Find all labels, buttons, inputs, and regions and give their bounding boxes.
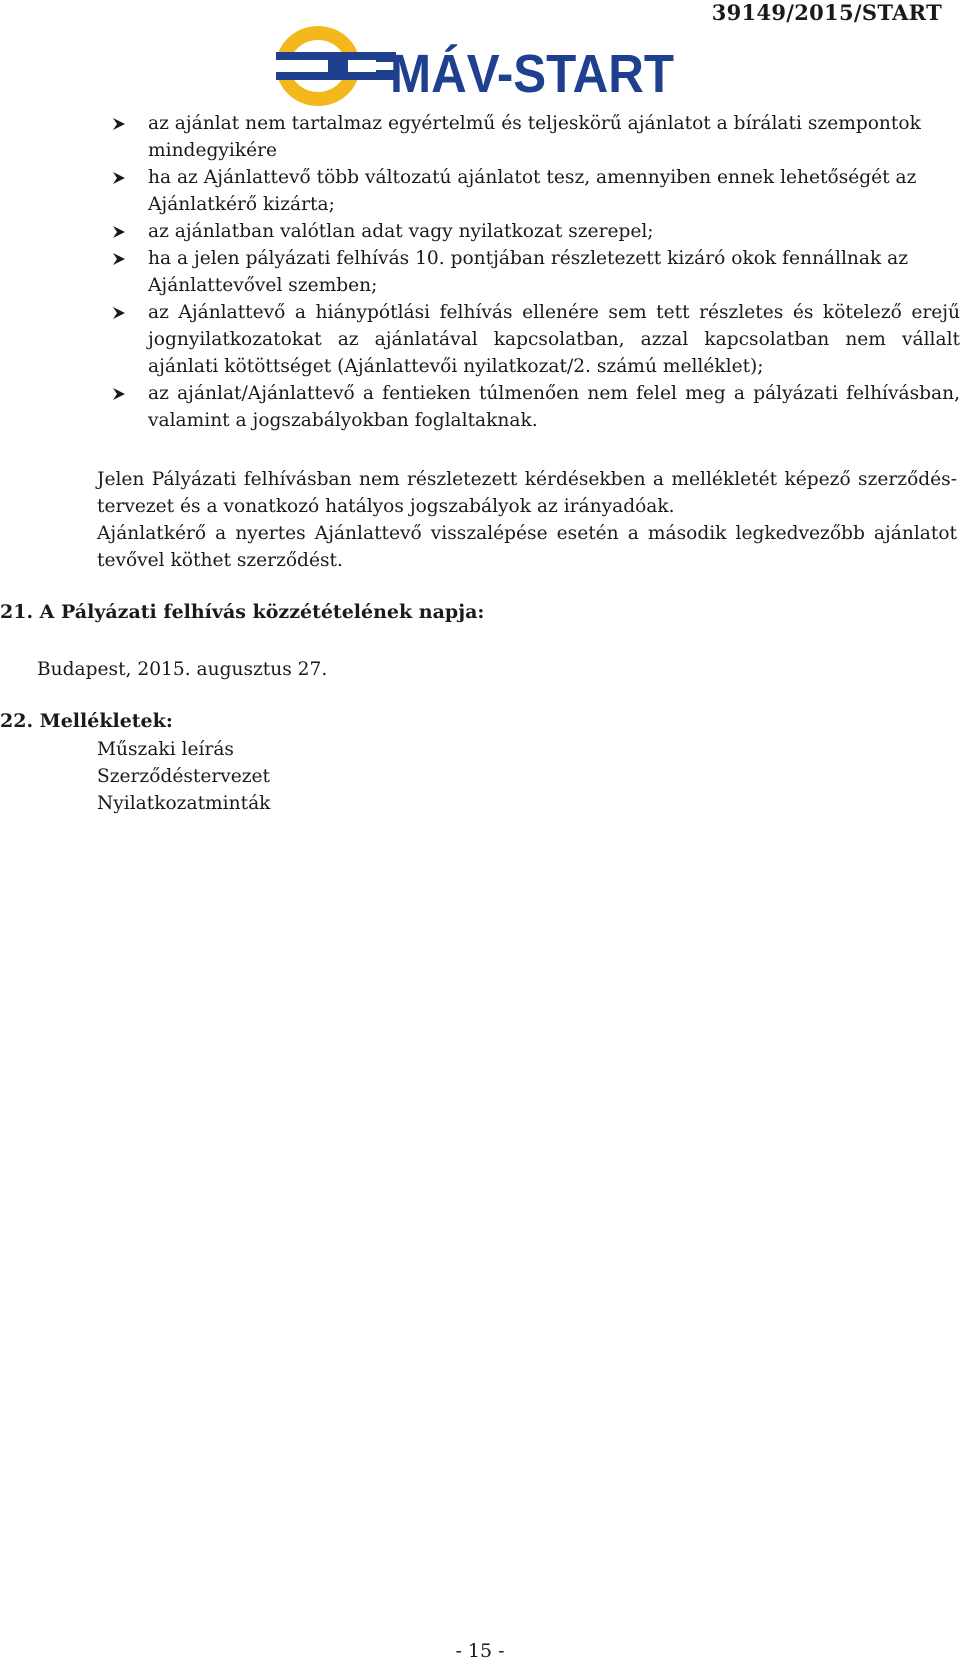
arrow-bullet-icon	[112, 387, 126, 401]
arrow-bullet-icon	[112, 225, 126, 239]
page-number: - 15 -	[455, 1640, 505, 1662]
mav-start-logo	[272, 22, 682, 110]
logo-emblem-icon	[276, 26, 396, 106]
paragraph-second-bidder: Ajánlatkérő a nyertes Ajánlattevő visszalépése esetén a második legkedvezőbb ajánlatot tevővel köthet szerződést.	[97, 523, 957, 571]
attachment-item: Nyilatkozatminták	[97, 793, 271, 814]
logo-text: MÁV-START	[390, 44, 675, 104]
list-item-text: az ajánlat nem tartalmaz egyértelmű és teljeskörű ajánlatot a bírálati szempontok mindegyikére	[148, 113, 921, 161]
attachments-list	[97, 736, 270, 817]
publication-date: Budapest, 2015. augusztus 27.	[37, 659, 328, 680]
list-item	[112, 110, 960, 164]
list-item	[112, 218, 960, 245]
list-item	[112, 245, 960, 299]
exclusion-list	[112, 110, 960, 434]
arrow-bullet-icon	[112, 171, 126, 185]
list-item	[112, 164, 960, 218]
arrow-bullet-icon	[112, 117, 126, 131]
list-item-text: az ajánlat/Ajánlattevő a fentieken túlmenően nem felel meg a pályázati felhívásban, valamint a jogszabályokban foglaltaknak.	[148, 383, 960, 431]
attachment-item: Szerződéstervezet	[97, 766, 271, 787]
document-id: 39149/2015/START	[711, 0, 942, 25]
list-item	[112, 380, 960, 434]
list-item	[112, 299, 960, 380]
list-item-text: az Ajánlattevő a hiánypótlási felhívás ellenére sem tett részletes és kötelező erejű jognyilatkozatokat az ajánlatával kapcsolatban, azzal kapcsolatban nem vállalt ajánlati kötöttséget (Ajánlattevői nyilatkozat/2. számú melléklet);	[148, 302, 960, 377]
attachment-item: Műszaki leírás	[97, 739, 234, 760]
paragraph-governing-law: Jelen Pályázati felhívásban nem részletezett kérdésekben a mellékletét képező szerződés-tervezet és a vonatkozó hatályos jogszabályok az irányadóak.	[97, 469, 957, 517]
list-item-text: ha az Ajánlattevő több változatú ajánlatot tesz, amennyiben ennek lehetőségét az Ajánlatkérő kizárta;	[148, 167, 917, 215]
arrow-bullet-icon	[112, 252, 126, 266]
list-item-text: az ajánlatban valótlan adat vagy nyilatkozat szerepel;	[148, 221, 654, 242]
arrow-bullet-icon	[112, 306, 126, 320]
list-item-text: ha a jelen pályázati felhívás 10. pontjában részletezett kizáró okok fennállnak az Ajánlattevővel szemben;	[148, 248, 909, 296]
section-22-heading: 22. Mellékletek:	[0, 710, 173, 732]
section-21-heading: 21. A Pályázati felhívás közzétételének napja:	[0, 601, 485, 623]
